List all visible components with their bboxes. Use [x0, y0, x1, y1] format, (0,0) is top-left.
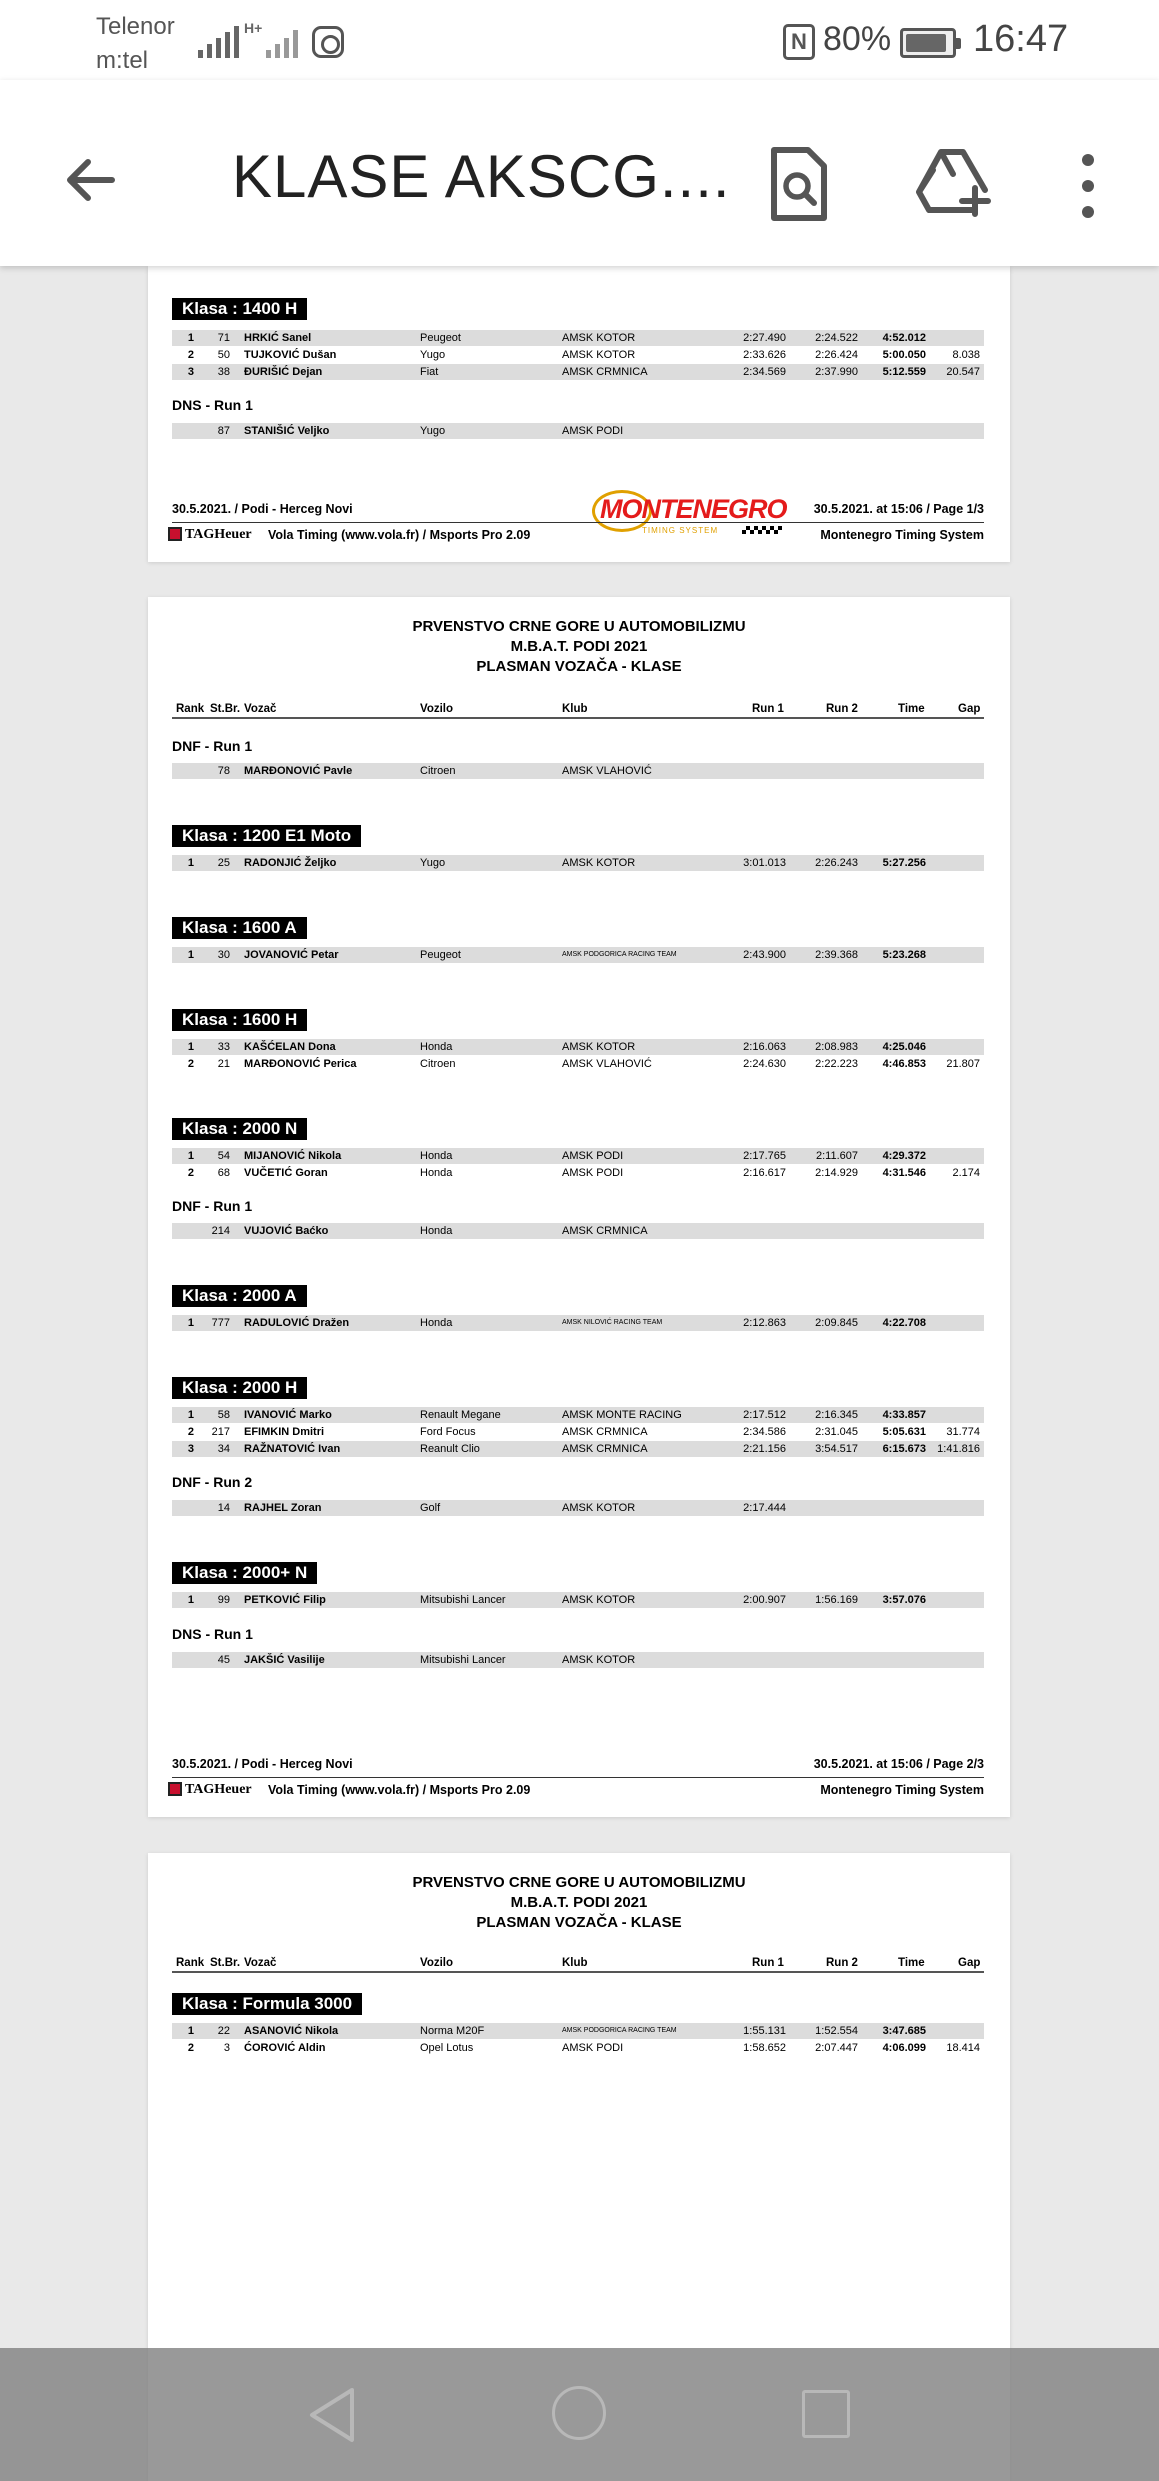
col-rank: Rank [176, 1957, 205, 1969]
run2-cell: 2:07.447 [815, 2042, 858, 2054]
vehicle-cell: Mitsubishi Lancer [420, 1594, 506, 1606]
rank-cell: 1 [187, 949, 194, 961]
club-cell: AMSK VLAHOVIĆ [562, 1058, 652, 1070]
table-row [172, 423, 984, 439]
run2-cell: 2:31.045 [815, 1426, 858, 1438]
find-in-document-button[interactable] [764, 144, 834, 224]
col-vehicle: Vozilo [420, 1957, 454, 1969]
club-cell: AMSK KOTOR [562, 857, 636, 869]
start-number-cell: 68 [217, 1167, 230, 1179]
class-heading: Klasa : 1600 A [172, 917, 307, 939]
rank-cell: 3 [187, 1443, 194, 1455]
rank-cell: 2 [187, 1058, 194, 1070]
driver-cell: ĆOROVIĆ Aldin [244, 2042, 326, 2054]
gap-cell: 18.414 [946, 2042, 980, 2054]
column-headers [172, 1957, 984, 1973]
driver-cell: HRKIĆ Sanel [244, 332, 312, 344]
back-triangle-icon [306, 2386, 358, 2444]
system-navigation-bar [0, 2348, 1159, 2481]
run2-cell: 2:26.243 [815, 857, 858, 869]
report-header [148, 617, 1010, 677]
pdf-page-2 [148, 597, 1010, 1817]
club-cell: AMSK PODI [562, 1150, 624, 1162]
start-number-cell: 25 [217, 857, 230, 869]
driver-cell: MIJANOVIĆ Nikola [244, 1150, 342, 1162]
driver-cell: VUČETIĆ Goran [244, 1167, 328, 1179]
status-bar [0, 0, 1159, 80]
run2-cell: 2:22.223 [815, 1058, 858, 1070]
tag-heuer-shield-icon [168, 527, 182, 541]
time-cell: 4:46.853 [882, 1058, 926, 1070]
footer-date-place: 30.5.2021. / Podi - Herceg Novi [172, 1757, 353, 1771]
clock: 16:47 [973, 18, 1069, 60]
time-cell: 4:25.046 [882, 1041, 926, 1053]
footer-divider [172, 1777, 984, 1778]
logo-wordmark: MONTENEGRO [600, 494, 787, 524]
table-row [172, 855, 984, 871]
run1-cell: 2:17.512 [743, 1409, 786, 1421]
vehicle-cell: Peugeot [420, 949, 461, 961]
montenegro-timing-logo [592, 486, 792, 536]
driver-cell: ASANOVIĆ Nikola [244, 2025, 339, 2037]
start-number-cell: 21 [217, 1058, 230, 1070]
vehicle-cell: Opel Lotus [420, 2042, 474, 2054]
rank-cell: 1 [187, 1041, 194, 1053]
time-cell: 4:31.546 [882, 1167, 926, 1179]
time-cell: 6:15.673 [882, 1443, 926, 1455]
gap-cell: 31.774 [946, 1426, 980, 1438]
run1-cell: 2:33.626 [743, 349, 786, 361]
start-number-cell: 78 [217, 765, 230, 777]
nfc-icon: N [783, 24, 815, 60]
col-driver: Vozač [244, 1957, 277, 1969]
col-stbr: St.Br. [210, 703, 241, 715]
vehicle-cell: Citroen [420, 1058, 456, 1070]
start-number-cell: 58 [217, 1409, 230, 1421]
vehicle-cell: Fiat [420, 366, 439, 378]
run2-cell: 2:09.845 [815, 1317, 858, 1329]
vehicle-cell: Golf [420, 1502, 441, 1514]
table-row [172, 1592, 984, 1608]
pdf-page-1 [148, 266, 1010, 562]
vehicle-cell: Ford Focus [420, 1426, 476, 1438]
table-row [172, 364, 984, 380]
class-heading: Klasa : 2000 A [172, 1285, 307, 1307]
rank-cell: 1 [187, 857, 194, 869]
start-number-cell: 87 [217, 425, 230, 437]
club-cell: AMSK PODI [562, 425, 624, 437]
driver-cell: MARĐONOVIĆ Pavle [244, 765, 353, 777]
driver-cell: EFIMKIN Dmitri [244, 1426, 325, 1438]
driver-cell: JOVANOVIĆ Petar [244, 949, 339, 961]
start-number-cell: 30 [217, 949, 230, 961]
footer-system: Montenegro Timing System [820, 528, 984, 542]
driver-cell: MARĐONOVIĆ Perica [244, 1058, 357, 1070]
class-heading: Klasa : 1400 H [172, 298, 307, 320]
driver-cell: RADONJIĆ Željko [244, 857, 337, 869]
report-header [148, 1873, 1010, 1933]
rank-cell: 1 [187, 1594, 194, 1606]
club-cell: AMSK PODI [562, 2042, 624, 2054]
club-cell: AMSK PODGORICA RACING TEAM [562, 951, 677, 958]
driver-cell: JAKŠIĆ Vasilije [244, 1654, 325, 1666]
gap-cell: 8.038 [952, 349, 980, 361]
club-cell: AMSK PODI [562, 1167, 624, 1179]
driver-cell: VUJOVIĆ Baćko [244, 1225, 329, 1237]
gap-cell: 1:41.816 [937, 1443, 980, 1455]
club-cell: AMSK CRMNICA [562, 1426, 648, 1438]
run2-cell: 2:16.345 [815, 1409, 858, 1421]
run1-cell: 2:16.617 [743, 1167, 786, 1179]
vehicle-cell: Yugo [420, 349, 446, 361]
table-row [172, 1223, 984, 1239]
col-club: Klub [562, 703, 588, 715]
start-number-cell: 38 [217, 366, 230, 378]
section-heading: DNS - Run 1 [172, 1626, 253, 1642]
logo-subtitle: TIMING SYSTEM [642, 526, 719, 535]
class-heading: Klasa : 1200 E1 Moto [172, 825, 361, 847]
col-run2: Run 2 [826, 1957, 858, 1969]
run1-cell: 1:58.652 [743, 2042, 786, 2054]
start-number-cell: 217 [211, 1426, 230, 1438]
vehicle-cell: Peugeot [420, 332, 461, 344]
document-title: KLASE AKSCG.... [232, 143, 731, 210]
run2-cell: 3:54.517 [815, 1443, 858, 1455]
club-cell: AMSK CRMNICA [562, 366, 648, 378]
rank-cell: 1 [187, 1150, 194, 1162]
time-cell: 3:47.685 [882, 2025, 926, 2037]
class-heading: Klasa : 1600 H [172, 1009, 307, 1031]
rank-cell: 2 [187, 2042, 194, 2054]
run2-cell: 1:52.554 [815, 2025, 858, 2037]
run1-cell: 2:12.863 [743, 1317, 786, 1329]
time-cell: 3:57.076 [882, 1594, 926, 1606]
col-club: Klub [562, 1957, 588, 1969]
header-line-3: PLASMAN VOZAČA - KLASE [476, 1914, 682, 1931]
table-row [172, 1424, 984, 1440]
rank-cell: 2 [187, 349, 194, 361]
vehicle-cell: Citroen [420, 765, 456, 777]
tag-heuer-logo [168, 525, 252, 543]
section-heading: DNF - Run 2 [172, 1474, 253, 1490]
table-row [172, 1500, 984, 1516]
club-cell: AMSK KOTOR [562, 1654, 636, 1666]
club-cell: AMSK KOTOR [562, 349, 636, 361]
carrier-name-secondary: m:tel [96, 47, 149, 74]
run1-cell: 2:34.569 [743, 366, 786, 378]
header-line-1: PRVENSTVO CRNE GORE U AUTOMOBILIZMU [412, 618, 746, 635]
header-line-1: PRVENSTVO CRNE GORE U AUTOMOBILIZMU [412, 1874, 746, 1891]
section-heading: DNF - Run 1 [172, 1198, 253, 1214]
tag-heuer-wordmark: TAGHeuer [185, 527, 252, 542]
footer-divider [172, 522, 984, 523]
footer-software: Vola Timing (www.vola.fr) / Msports Pro 2.09 [268, 528, 531, 542]
more-vert-icon [1068, 146, 1108, 226]
rank-cell: 1 [187, 1317, 194, 1329]
table-row [172, 2040, 984, 2056]
col-gap: Gap [958, 1957, 981, 1969]
gap-cell: 21.807 [946, 1058, 980, 1070]
run1-cell: 2:21.156 [743, 1443, 786, 1455]
run1-cell: 3:01.013 [743, 857, 786, 869]
vehicle-cell: Honda [420, 1317, 453, 1329]
start-number-cell: 54 [217, 1150, 230, 1162]
table-row [172, 1652, 984, 1668]
more-options-button[interactable] [1068, 146, 1108, 226]
time-cell: 4:06.099 [882, 2042, 926, 2054]
signal-strength-icon [198, 26, 239, 58]
table-row [172, 1039, 984, 1055]
table-row [172, 763, 984, 779]
table-row [172, 1165, 984, 1181]
driver-cell: PETKOVIĆ Filip [244, 1594, 326, 1606]
start-number-cell: 33 [217, 1041, 230, 1053]
footer-date-place: 30.5.2021. / Podi - Herceg Novi [172, 502, 353, 516]
table-row [172, 347, 984, 363]
club-cell: AMSK KOTOR [562, 1502, 636, 1514]
checkered-flag-icon [742, 526, 782, 534]
rank-cell: 1 [187, 1409, 194, 1421]
start-number-cell: 50 [217, 349, 230, 361]
run2-cell: 2:11.607 [815, 1150, 858, 1162]
add-to-drive-icon [915, 144, 995, 224]
table-row [172, 1056, 984, 1072]
nav-home-button[interactable] [552, 2386, 606, 2440]
time-cell: 5:05.631 [882, 1426, 926, 1438]
battery-level-fill [906, 34, 946, 52]
time-cell: 4:22.708 [882, 1317, 926, 1329]
start-number-cell: 34 [217, 1443, 230, 1455]
rank-cell: 2 [187, 1167, 194, 1179]
table-row [172, 2023, 984, 2039]
run2-cell: 2:37.990 [815, 366, 858, 378]
col-run2: Run 2 [826, 703, 858, 715]
start-number-cell: 45 [217, 1654, 230, 1666]
col-vehicle: Vozilo [420, 703, 454, 715]
run1-cell: 2:00.907 [743, 1594, 786, 1606]
driver-cell: RAJHEL Zoran [244, 1502, 322, 1514]
run1-cell: 2:16.063 [743, 1041, 786, 1053]
network-type-label: H+ [244, 20, 263, 36]
battery-icon [900, 28, 956, 58]
col-run1: Run 1 [752, 703, 784, 715]
start-number-cell: 214 [211, 1225, 230, 1237]
driver-cell: TUJKOVIĆ Dušan [244, 349, 337, 361]
time-cell: 5:23.268 [882, 949, 926, 961]
vehicle-cell: Yugo [420, 857, 446, 869]
time-cell: 4:33.857 [882, 1409, 926, 1421]
vehicle-cell: Yugo [420, 425, 446, 437]
time-cell: 5:27.256 [882, 857, 926, 869]
start-number-cell: 14 [217, 1502, 230, 1514]
driver-cell: IVANOVIĆ Marko [244, 1409, 332, 1421]
club-cell: AMSK KOTOR [562, 332, 636, 344]
table-row [172, 1407, 984, 1423]
run1-cell: 2:24.630 [743, 1058, 786, 1070]
driver-cell: RAŽNATOVIĆ Ivan [244, 1443, 341, 1455]
run2-cell: 2:14.929 [815, 1167, 858, 1179]
club-cell: AMSK NILOVIĆ RACING TEAM [562, 1319, 663, 1326]
club-cell: AMSK PODGORICA RACING TEAM [562, 2027, 677, 2034]
class-heading: Klasa : 2000+ N [172, 1562, 317, 1584]
add-to-drive-button[interactable] [915, 144, 995, 224]
back-button[interactable] [50, 142, 130, 222]
vehicle-cell: Honda [420, 1167, 453, 1179]
signal-strength-secondary-icon [266, 22, 298, 58]
driver-cell: STANIŠIĆ Veljko [244, 425, 330, 437]
rank-cell: 1 [187, 2025, 194, 2037]
vehicle-cell: Mitsubishi Lancer [420, 1654, 506, 1666]
start-number-cell: 22 [217, 2025, 230, 2037]
run1-cell: 2:17.765 [743, 1150, 786, 1162]
driver-cell: ĐURIŠIĆ Dejan [244, 366, 323, 378]
vehicle-cell: Norma M20F [420, 2025, 485, 2037]
run1-cell: 1:55.131 [743, 2025, 786, 2037]
club-cell: AMSK CRMNICA [562, 1225, 648, 1237]
vehicle-cell: Renault Megane [420, 1409, 501, 1421]
run2-cell: 1:56.169 [815, 1594, 858, 1606]
club-cell: AMSK VLAHOVIĆ [562, 765, 652, 777]
class-heading: Klasa : 2000 H [172, 1377, 307, 1399]
instagram-icon [312, 26, 344, 58]
tag-heuer-shield-icon [168, 1782, 182, 1796]
run1-cell: 2:27.490 [743, 332, 786, 344]
run2-cell: 2:08.983 [815, 1041, 858, 1053]
gap-cell: 20.547 [946, 366, 980, 378]
tag-heuer-logo [168, 1780, 252, 1798]
start-number-cell: 99 [217, 1594, 230, 1606]
section-heading: DNS - Run 1 [172, 397, 253, 413]
rank-cell: 3 [187, 366, 194, 378]
vehicle-cell: Reanult Clio [420, 1443, 480, 1455]
run2-cell: 2:39.368 [815, 949, 858, 961]
footer-system: Montenegro Timing System [820, 1783, 984, 1797]
nav-back-button[interactable] [306, 2386, 358, 2444]
run1-cell: 2:17.444 [743, 1502, 786, 1514]
time-cell: 4:29.372 [882, 1150, 926, 1162]
time-cell: 4:52.012 [882, 332, 926, 344]
club-cell: AMSK MONTE RACING [562, 1409, 682, 1421]
table-row [172, 1441, 984, 1457]
run1-cell: 2:43.900 [743, 949, 786, 961]
driver-cell: RADULOVIĆ Dražen [244, 1317, 350, 1329]
nav-recents-button[interactable] [802, 2390, 850, 2438]
run2-cell: 2:26.424 [815, 349, 858, 361]
table-row [172, 330, 984, 346]
start-number-cell: 71 [217, 332, 230, 344]
carrier-name: Telenor [96, 13, 175, 40]
class-heading: Klasa : Formula 3000 [172, 1993, 362, 2015]
start-number-cell: 777 [211, 1317, 230, 1329]
col-driver: Vozač [244, 703, 277, 715]
time-cell: 5:00.050 [882, 349, 926, 361]
back-arrow-icon [50, 142, 130, 222]
col-time: Time [898, 1957, 925, 1969]
class-heading: Klasa : 2000 N [172, 1118, 307, 1140]
header-line-3: PLASMAN VOZAČA - KLASE [476, 658, 682, 675]
gap-cell: 2.174 [952, 1167, 980, 1179]
club-cell: AMSK CRMNICA [562, 1443, 648, 1455]
rank-cell: 2 [187, 1426, 194, 1438]
club-cell: AMSK KOTOR [562, 1041, 636, 1053]
tag-heuer-wordmark: TAGHeuer [185, 1782, 252, 1797]
battery-percentage: 80% [823, 20, 892, 58]
start-number-cell: 3 [223, 2042, 230, 2054]
vehicle-cell: Honda [420, 1225, 453, 1237]
find-in-document-icon [764, 144, 834, 224]
header-line-2: M.B.A.T. PODI 2021 [510, 638, 648, 655]
run2-cell: 2:24.522 [815, 332, 858, 344]
club-cell: AMSK KOTOR [562, 1594, 636, 1606]
vehicle-cell: Honda [420, 1150, 453, 1162]
app-bar [0, 80, 1159, 266]
section-heading: DNF - Run 1 [172, 738, 253, 754]
table-row [172, 1148, 984, 1164]
footer-page-info: 30.5.2021. at 15:06 / Page 1/3 [813, 502, 984, 516]
time-cell: 5:12.559 [882, 366, 926, 378]
col-rank: Rank [176, 703, 205, 715]
vehicle-cell: Honda [420, 1041, 453, 1053]
table-row [172, 947, 984, 963]
col-time: Time [898, 703, 925, 715]
col-stbr: St.Br. [210, 1957, 241, 1969]
driver-cell: KAŠĆELAN Dona [244, 1041, 336, 1053]
rank-cell: 1 [187, 332, 194, 344]
col-gap: Gap [958, 703, 981, 715]
run1-cell: 2:34.586 [743, 1426, 786, 1438]
col-run1: Run 1 [752, 1957, 784, 1969]
column-headers [172, 703, 984, 719]
footer-page-info: 30.5.2021. at 15:06 / Page 2/3 [813, 1757, 984, 1771]
header-line-2: M.B.A.T. PODI 2021 [510, 1894, 648, 1911]
footer-software: Vola Timing (www.vola.fr) / Msports Pro 2.09 [268, 1783, 531, 1797]
table-row [172, 1315, 984, 1331]
